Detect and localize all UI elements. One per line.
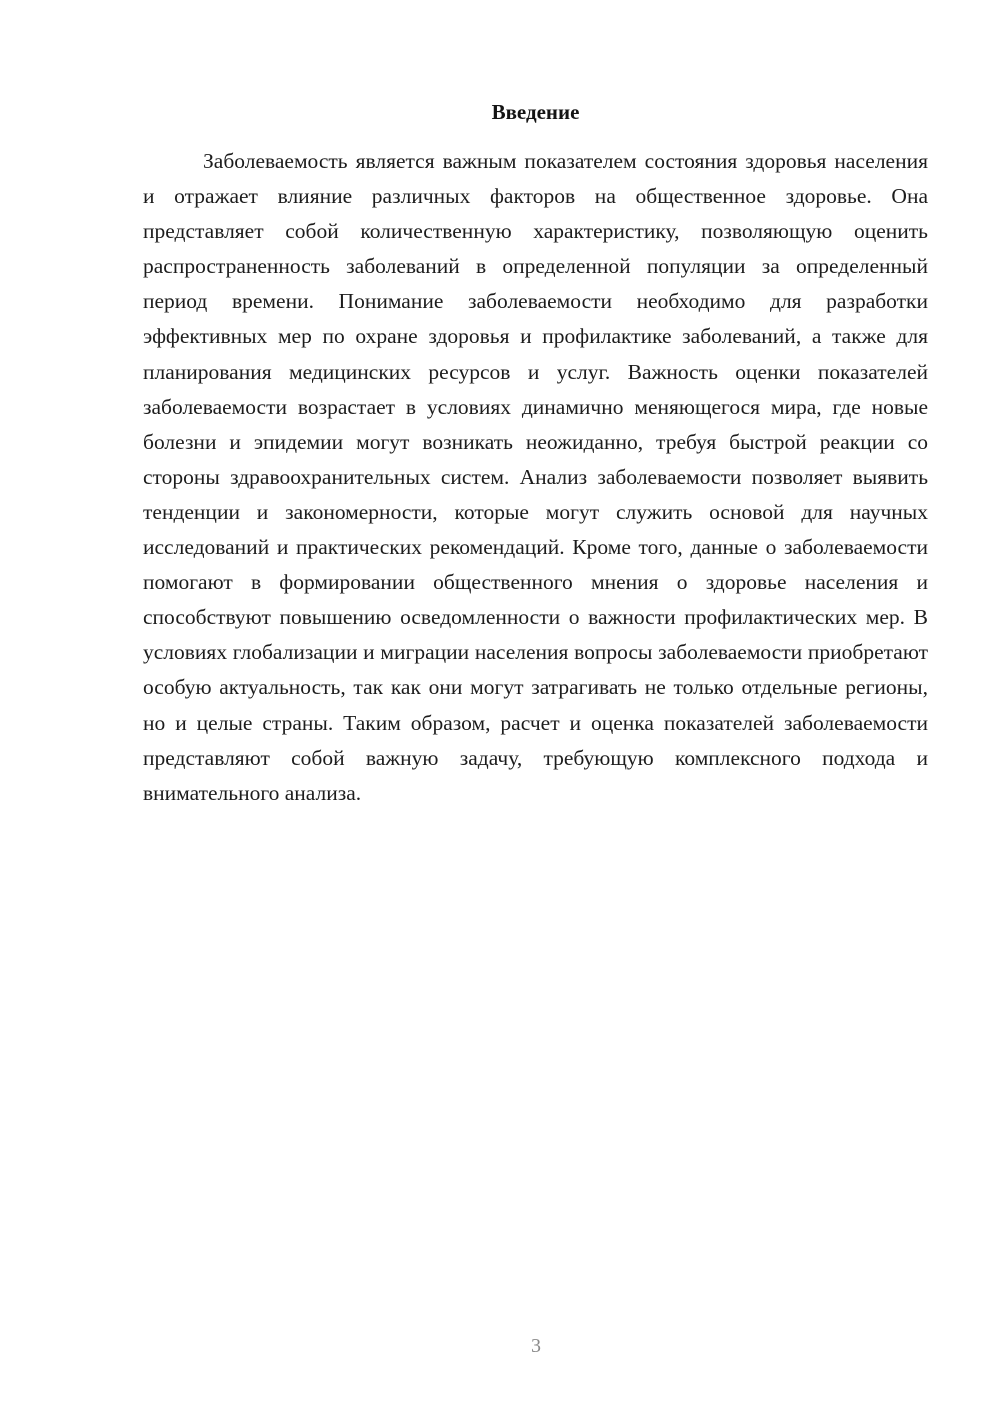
page-number: 3 <box>531 1335 541 1357</box>
body-paragraph: Заболеваемость является важным показателем состояния здоровья населения и отражает влияние различных факторов на общественное здоровье. Она представляет собой количественную характеристику, позволяющую оценить распространенность заболеваний в определенной популяции за определенный период времени. Понимание заболеваемости необходимо для разработки эффективных мер по охране здоровья и профилактике заболеваний, а также для планирования медицинских ресурсов и услуг. Важность оценки показателей заболеваемости возрастает в условиях динамично меняющегося мира, где новые болезни и эпидемии могут возникать неожиданно, требуя быстрой реакции со стороны здравоохранительных систем. Анализ заболеваемости позволяет выявить тенденции и закономерности, которые могут служить основой для научных исследований и практических рекомендаций. Кроме того, данные о заболеваемости помогают в формировании общественного мнения о здоровье населения и способствуют повышению осведомленности о важности профилактических мер. В условиях глобализации и миграции населения вопросы заболеваемости приобретают особую актуальность, так как они могут затрагивать не только отдельные регионы, но и целые страны. Таким образом, расчет и оценка показателей заболеваемости представляют собой важную задачу, требующую комплексного подхода и внимательного анализа. <box>143 149 928 805</box>
section-heading: Введение <box>491 100 580 124</box>
